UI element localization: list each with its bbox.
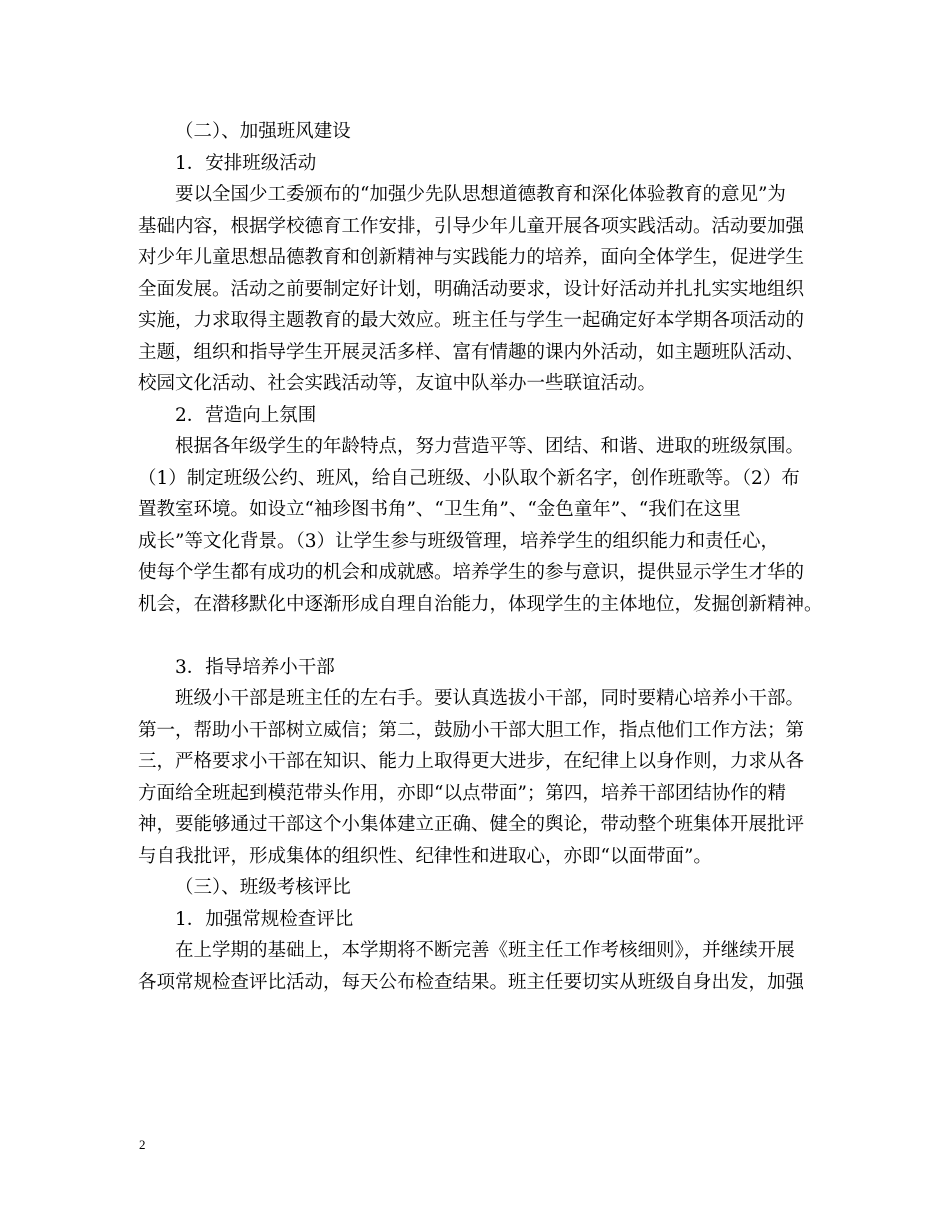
paragraph-line: （1）制定班级公约、班风，给自己班级、小队取个新名字，创作班歌等。（2）布 [138,467,800,489]
paragraph-line: 神，要能够通过干部这个小集体建立正确、健全的舆论，带动整个班集体开展批评 [138,814,805,835]
section-heading-2: （二）、加强班风建设 [175,121,351,142]
paragraph-line: 机会，在潜移默化中逐渐形成自理自治能力，体现学生的主体地位，发掘创新精神。 [138,593,823,615]
paragraph-line: 班级小干部是班主任的左右手。要认真选拔小干部，同时要精心培养小干部。 [175,688,805,709]
paragraph-line: 全面发展。活动之前要制定好计划，明确活动要求，设计好活动并扎扎实实地组织 [138,278,805,300]
paragraph-line: 校园文化活动、社会实践活动等，友谊中队举办一些联谊活动。 [138,373,657,394]
paragraph-line: 方面给全班起到模范带头作用，亦即“以点带面”；第四，培养干部团结协作的精 [138,782,786,804]
paragraph-line: 根据各年级学生的年龄特点，努力营造平等、团结、和谐、进取的班级氛围。 [175,436,805,457]
paragraph-line: 第一，帮助小干部树立威信；第二，鼓励小干部大胆工作，指点他们工作方法；第 [138,719,805,741]
subheading-1: 1．加强常规检查评比 [175,908,354,930]
paragraph-line: 三，严格要求小干部在知识、能力上取得更大进步，在纪律上以身作则，力求从各 [138,751,805,772]
subheading-3: 3．指导培养小干部 [175,656,335,678]
paragraph-line: 成长”等文化背景。（3）让学生参与班级管理，培养学生的组织能力和责任心， [138,530,779,552]
paragraph-line: 与自我批评，形成集体的组织性、纪律性和进取心，亦即“以面带面”。 [138,845,712,867]
document-body [138,116,823,998]
subheading-1: 1．安排班级活动 [175,152,317,174]
blank-line [138,620,814,652]
section-heading-3: （三）、班级考核评比 [175,877,351,898]
paragraph-line: 基础内容，根据学校德育工作安排，引导少年儿童开展各项实践活动。活动要加强 [138,215,805,237]
paragraph-line: 各项常规检查评比活动，每天公布检查结果。班主任要切实从班级自身出发，加强 [138,971,805,993]
paragraph-line: 对少年儿童思想品德教育和创新精神与实践能力的培养，面向全体学生，促进学生 [138,247,805,268]
page-number: 2 [139,1137,146,1152]
paragraph-line: 使每个学生都有成功的机会和成就感。培养学生的参与意识，提供显示学生才华的 [138,562,805,583]
subheading-2: 2．营造向上氛围 [175,404,317,426]
paragraph-line: 主题，组织和指导学生开展灵活多样、富有情趣的课内外活动，如主题班队活动、 [138,341,805,363]
paragraph-line: 在上学期的基础上，本学期将不断完善《班主任工作考核细则》，并继续开展 [175,940,795,961]
paragraph-line: 要以全国少工委颁布的“加强少先队思想道德教育和深化体验教育的意见”为 [175,184,786,205]
paragraph-line: 实施，力求取得主题教育的最大效应。班主任与学生一起确定好本学期各项活动的 [138,310,805,331]
paragraph-line: 置教室环境。如设立“袖珍图书角”、“卫生角”、“金色童年”、“我们在这里 [138,499,741,520]
